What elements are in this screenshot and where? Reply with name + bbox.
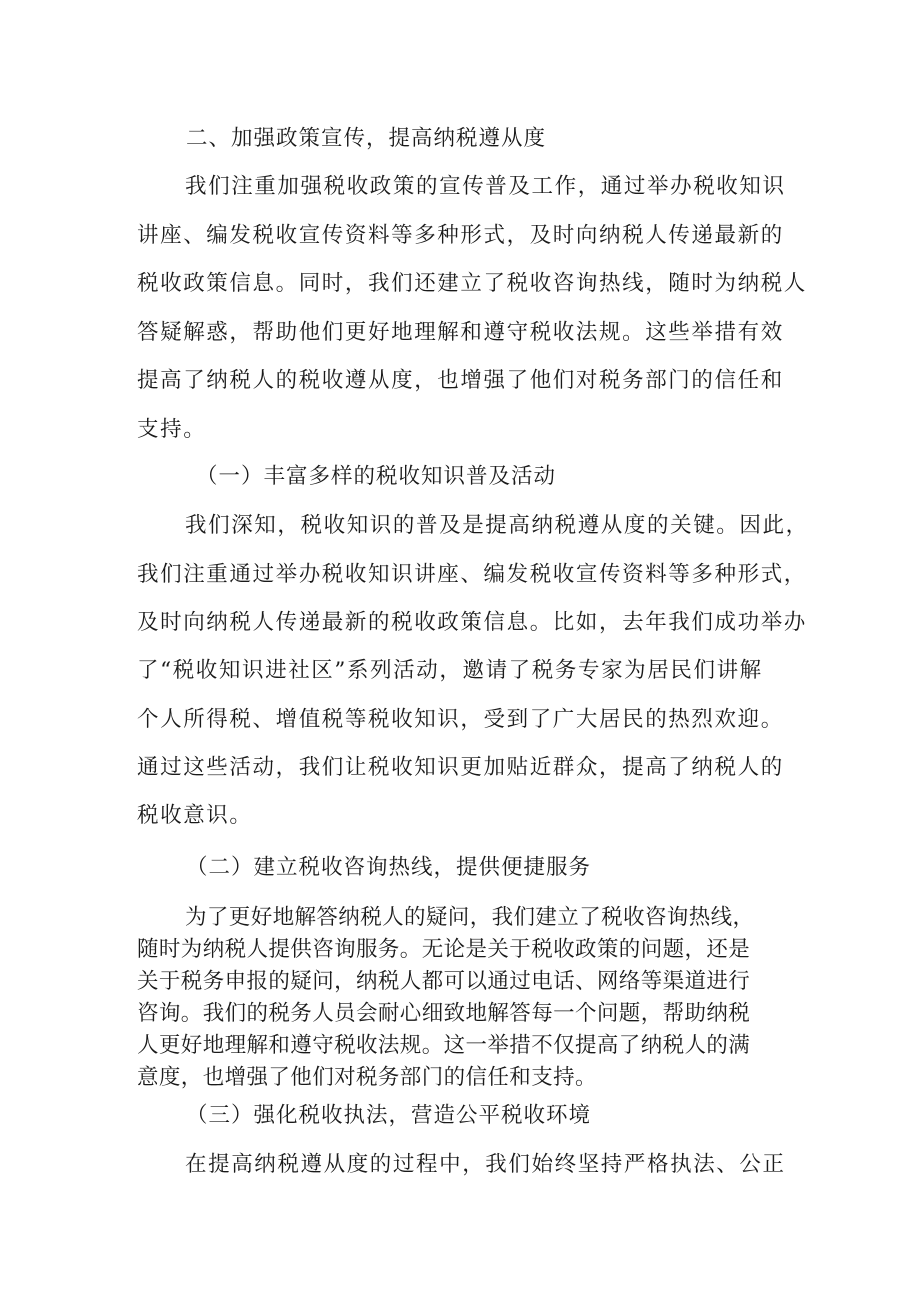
paragraph-line: 讲座、编发税收宣传资料等多种形式，及时向纳税人传递最新的 <box>137 223 784 248</box>
paragraph-line: 及时向纳税人传递最新的税收政策信息。比如，去年我们成功举办 <box>137 610 807 635</box>
paragraph-line: 我们深知，税收知识的普及是提高纳税遵从度的关键。因此， <box>185 513 809 538</box>
paragraph-line: 随时为纳税人提供咨询服务。无论是关于税收政策的问题，还是 <box>137 937 751 962</box>
paragraph-line: 为了更好地解答纳税人的疑问，我们建立了税收咨询热线， <box>185 905 755 930</box>
paragraph-line: 在提高纳税遵从度的过程中，我们始终坚持严格执法、公正 <box>185 1152 786 1177</box>
paragraph-line: 人更好地理解和遵守税收法规。这一举措不仅提高了纳税人的满 <box>137 1033 751 1058</box>
paragraph-line: 答疑解惑，帮助他们更好地理解和遵守税收法规。这些举措有效 <box>137 320 784 345</box>
paragraph-line: 我们注重通过举办税收知识讲座、编发税收宣传资料等多种形式， <box>137 562 807 587</box>
paragraph-line: 通过这些活动，我们让税收知识更加贴近群众，提高了纳税人的 <box>137 755 784 780</box>
paragraph-line: 支持。 <box>137 417 207 442</box>
paragraph-line: 了“税收知识进社区”系列活动，邀请了税务专家为居民们讲解 <box>137 658 763 683</box>
paragraph-line: 个人所得税、增值税等税收知识，受到了广大居民的热烈欢迎。 <box>137 707 784 732</box>
paragraph-line: 咨询。我们的税务人员会耐心细致地解答每一个问题，帮助纳税 <box>137 1001 751 1026</box>
section-heading: 二、加强政策宣传，提高纳税遵从度 <box>186 126 547 151</box>
paragraph-line: 我们注重加强税收政策的宣传普及工作，通过举办税收知识 <box>185 174 786 199</box>
paragraph-line: 意度，也增强了他们对税务部门的信任和支持。 <box>137 1065 597 1090</box>
paragraph-line: 税收政策信息。同时，我们还建立了税收咨询热线，随时为纳税人 <box>137 271 807 296</box>
paragraph-line: 税收意识。 <box>137 803 253 828</box>
subsection-title: （一）丰富多样的税收知识普及活动 <box>196 464 557 489</box>
subsection-title: （二）建立税收咨询热线，提供便捷服务 <box>186 855 592 880</box>
paragraph-line: 提高了纳税人的税收遵从度，也增强了他们对税务部门的信任和 <box>137 368 784 393</box>
subsection-title: （三）强化税收执法，营造公平税收环境 <box>186 1103 592 1128</box>
paragraph-line: 关于税务申报的疑问，纳税人都可以通过电话、网络等渠道进行 <box>137 969 751 994</box>
